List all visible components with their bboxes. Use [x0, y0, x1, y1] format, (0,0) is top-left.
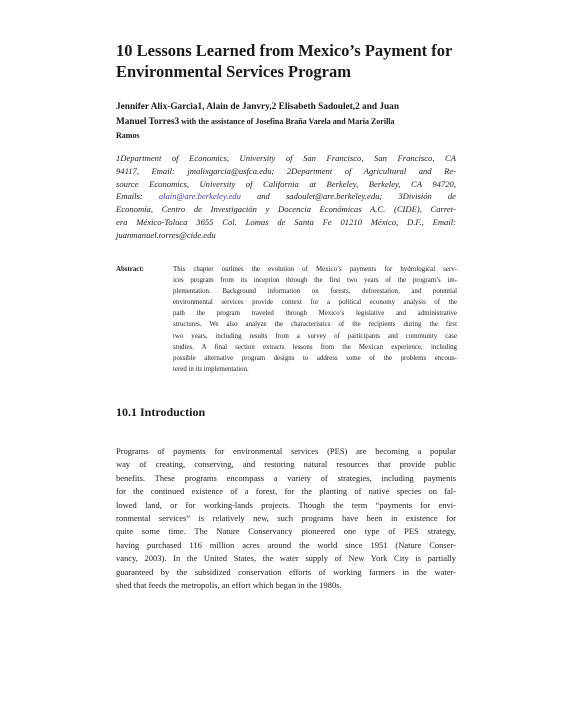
assistance-credit: with the assistance of Josefina Braña Varela and Maria Zorilla — [179, 116, 395, 126]
body-line: benefits. These programs encompass a variety of strategies, including payments — [116, 472, 456, 483]
body-line: way of creating, conserving, and restoring natural resources that provide public — [116, 459, 456, 470]
abstract-line: studies. A final section extracts lessons from the Mexican experience, including — [173, 343, 457, 351]
body-line: shed that feeds the metropolis, an effort which began in the 1980s. — [116, 580, 342, 591]
body-line: ronmental services” is relatively new, such programs have been in existence for — [116, 513, 456, 524]
affiliation-line — [116, 190, 456, 203]
affiliation-line: 1Department of Economics, University of San Francisco, San Francisco, CA — [116, 153, 456, 163]
body-line: for the continued existence of a forest, for the planting of native species on fal- — [116, 486, 456, 497]
author-list — [116, 101, 476, 143]
author-line-1: Jennifer Alix-Garcia1, Alain de Janvry,2 Elisabeth Sadoulet,2 and Juan — [116, 102, 399, 112]
chapter-title-line-1: 10 Lessons Learned from Mexico’s Payment for — [116, 41, 453, 60]
abstract-line: This chapter outlines the evolution of Mexico’s payments for hydrological serv- — [173, 266, 457, 273]
abstract-line: path the program traveled through Mexico’s legislative and administrative — [173, 310, 457, 318]
emails-label: Emails: — [116, 191, 159, 202]
author-line-3: Ramos — [116, 131, 140, 140]
abstract-line: plementation. Background information on forests, deforestation, and potential — [173, 288, 457, 296]
abstract-line: environmental services provide context for a political economy analysis of the — [173, 299, 457, 307]
body-line: vancy, 2003). In the United States, the water supply of New York City is partially — [116, 553, 456, 564]
body-line: having purchased 116 million acres around the world since 1951 (Nature Conser- — [116, 539, 456, 550]
abstract-label: Abstract: — [116, 266, 144, 273]
section-heading: 10.1 Introduction — [116, 405, 206, 419]
abstract-line: possible alternative program designs to address some of the problems encoun- — [173, 354, 457, 362]
author-name-torres: Manuel Torres3 — [116, 116, 180, 127]
body-paragraph — [116, 445, 456, 592]
body-line: quite some time. The Nature Conservancy pioneered one type of PES strategy, — [116, 526, 456, 537]
abstract-line: structures. We also analyze the characteristics of the recipients during the first — [173, 321, 457, 329]
body-line: guaranteed by the subsidized conservation efforts of working farmers in the water- — [116, 566, 456, 577]
author-line-2 — [116, 115, 476, 130]
chapter-title-line-2: Environmental Services Program — [116, 62, 351, 81]
affiliation-line: source Economics, University of California at Berkeley, Berkeley, CA 94720, — [116, 178, 456, 189]
affiliations-block — [116, 152, 456, 242]
abstract-text — [173, 264, 457, 375]
chapter-title — [116, 40, 476, 82]
abstract-line: tered in its implementation. — [173, 365, 249, 373]
affiliation-line-rest: and sadoulet@are.berkeley.edu; 3División de — [240, 191, 456, 202]
abstract-line: ices program from its inception through the first two years of the program’s im- — [173, 277, 457, 285]
email-link-de-janvry[interactable]: alain@are.berkeley.edu — [158, 191, 241, 202]
body-line: lowed land, or for working-lands projects. Though the term “payments for envi- — [116, 499, 456, 510]
affiliation-line: Economía, Centro de Investigación y Docencia Económicas A.C. (CIDE), Carret- — [116, 204, 456, 215]
body-line: Programs of payments for environmental services (PES) are becoming a popular — [116, 446, 456, 456]
abstract-line: two years, including results from a survey of participants and community case — [173, 332, 457, 340]
affiliation-line: juanmanuel.torres@cide.edu — [116, 229, 216, 240]
affiliation-line: 94117, Email: jmalixgarcia@usfca.edu; 2Department of Agricultural and Re- — [116, 165, 456, 176]
affiliation-line: era México-Toluca 3655 Col. Lomas de Santa Fe 01210 México, D.F., Email: — [116, 216, 456, 227]
